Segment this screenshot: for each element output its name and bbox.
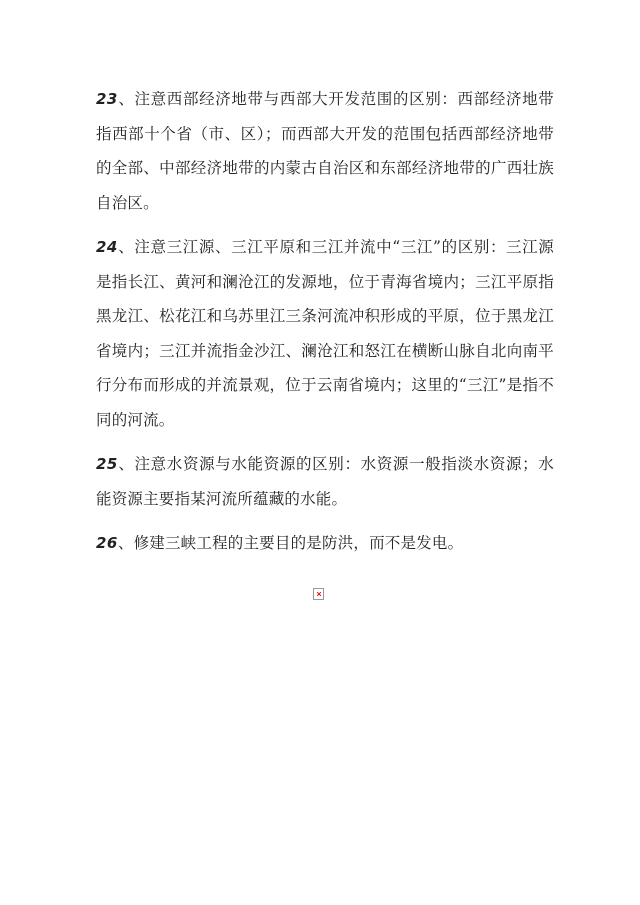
note-item-26 [96, 526, 554, 561]
note-item-23 [96, 82, 554, 220]
note-text: 、注意水资源与水能资源的区别：水资源一般指淡水资源；水能资源主要指某河流所蕴藏的水能。 [96, 455, 554, 508]
document-body [96, 82, 554, 571]
note-text: 、修建三峡工程的主要目的是防洪，而不是发电。 [117, 534, 464, 552]
note-number: 24 [96, 238, 118, 256]
note-item-24 [96, 230, 554, 437]
note-number: 23 [96, 90, 118, 108]
broken-image-icon [313, 588, 324, 600]
note-text: 、注意三江源、三江平原和三江并流中“三江”的区别：三江源是指长江、黄河和澜沧江的发源地，位于青海省境内；三江平原指黑龙江、松花江和乌苏里江三条河流冲积形成的平原，位于黑龙江省境内；三江并流指金沙江、澜沧江和怒江在横断山脉自北向南平行分布而形成的并流景观，位于云南省境内；这里的“三江”是指不同的河流。 [96, 238, 554, 429]
note-number: 26 [96, 534, 118, 552]
note-number: 25 [96, 455, 118, 473]
note-text: 、注意西部经济地带与西部大开发范围的区别：西部经济地带指西部十个省（市、区）；而西部大开发的范围包括西部经济地带的全部、中部经济地带的内蒙古自治区和东部经济地带的广西壮族自治区。 [96, 90, 554, 212]
note-item-25 [96, 447, 554, 516]
